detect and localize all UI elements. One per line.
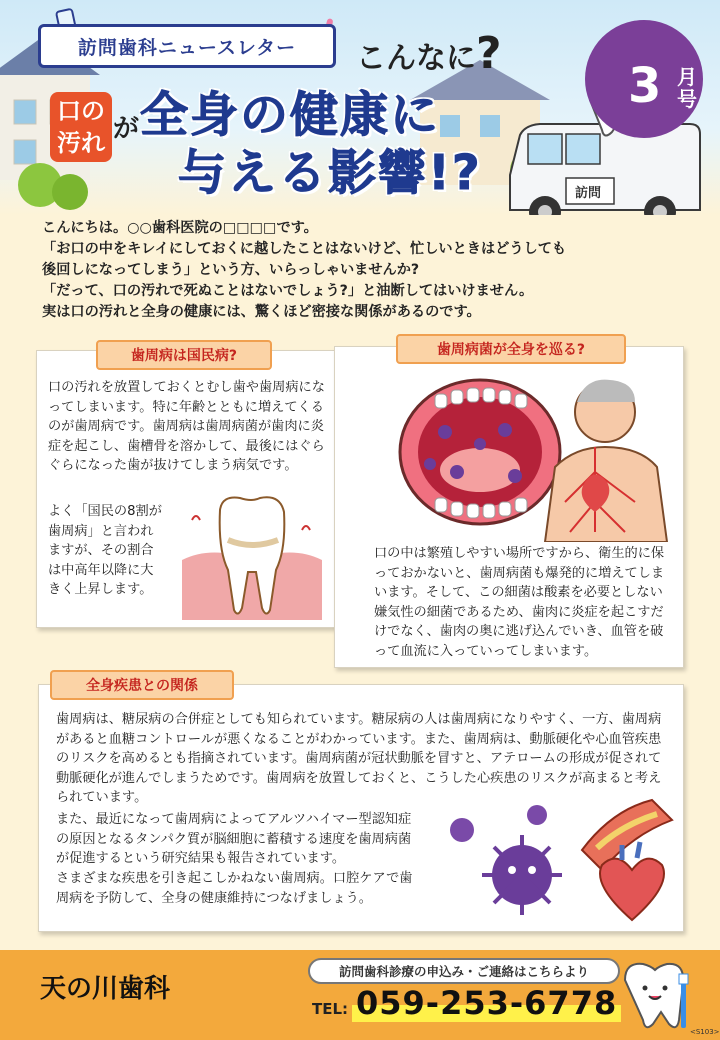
gum-tooth-illustration (172, 490, 330, 622)
issue-unit: 月号 (677, 65, 697, 111)
konna-text (356, 28, 502, 79)
page-title (140, 86, 482, 202)
intro-text (42, 218, 682, 323)
section-label-systemic-disease: 全身疾患との関係 (50, 670, 234, 700)
disease-illustration (432, 790, 682, 930)
section3-body2b: さまざまな疾患を引き起こしかねない歯周病。口腔ケアで歯周病を予防して、全身の健康維持につなげましょう。 (56, 871, 413, 906)
section3-body2a: また、最近になって歯周病によってアルツハイマー型認知症の原因となるタンパク質が脳細胞に蓄積する速度を歯周病菌が促進するという研究結果も報告されています。 (56, 812, 412, 866)
konna-question-mark: ? (476, 28, 502, 79)
section1-body2: よく「国民の8割が歯周病」と言われますが、その割合は中高年以降に大きく上昇します。 (48, 504, 162, 597)
intro-line: 後回しになってしまう」という方、いらっしゃいませんか? (42, 262, 420, 278)
newsletter-banner (38, 24, 336, 68)
intro-line: 実は口の汚れと全身の健康には、驚くほど密接な関係があるのです。 (42, 304, 481, 320)
title-particle: が (113, 114, 140, 144)
document-code: <S103> (690, 1028, 720, 1036)
intro-line: 「お口の中をキレイにしておくに越したことはないけど、忙しいときはどうしても (42, 241, 567, 257)
section-label-bacteria-circulation: 歯周病菌が全身を巡る? (396, 334, 626, 364)
section3-body: 歯周病は、糖尿病の合併症としても知られています。糖尿病の人は歯周病になりやすく、一方、歯周病があると血糖コントロールが悪くなることがわかっています。また、歯周病は、動脈硬化や心血管疾患のリスクを高めるとも指摘されています。歯周病菌が冠状動脈を冒すと、アテロームの形成が促されて動脈硬化が進んでしまうためです。歯周病を放置しておくと、こうした心疾患のリスクが高まると考えられています。 (56, 712, 662, 805)
section1-body: 口の汚れを放置しておくとむし歯や歯周病になってしまいます。特に年齢とともに増えてくるのが歯周病です。歯周病は歯周病菌が歯肉に炎症を起こし、歯槽骨を溶かして、最後にはぐらぐらになった歯が抜けてしまう病気です。 (48, 380, 325, 473)
mouth-body-illustration (395, 372, 675, 542)
title-kuchi-1: 口の (57, 97, 105, 125)
body-illustration (545, 380, 667, 542)
issue-month: 3 (628, 58, 662, 114)
tel-prefix: TEL: (312, 1000, 349, 1018)
clinic-name: 天の川歯科 (40, 974, 171, 1004)
van-sign: 訪問 (575, 186, 602, 201)
section2-body: 口の中は繁殖しやすい場所ですから、衛生的に保っておかないと、歯周病菌も爆発的に増えてしまいます。そして、この細菌は酸素を必要としない嫌気性の細菌であるため、歯肉に炎症を起こすだけでなく、歯肉の奥に逃げ込んでいき、血管を破って血流に入っていってしまいます。 (374, 546, 665, 659)
intro-line: こんにちは。○○歯科医院の□□□□です。 (42, 220, 318, 236)
konna-word: こんなに (356, 41, 476, 76)
tooth-mascot-icon (615, 960, 695, 1038)
title-kuchi-2: 汚れ (57, 129, 105, 157)
intro-line: 「だって、口の汚れで死ぬことはないでしょう?」と油断してはいけません。 (42, 283, 534, 299)
bacteria-icon (450, 805, 562, 915)
title-badge (50, 92, 112, 162)
artery-icon (582, 800, 672, 870)
title-line-2: 与える影響!? (178, 145, 482, 201)
title-line-1: 全身の健康に (140, 87, 441, 143)
phone-number[interactable]: 059-253-6778 (352, 984, 621, 1022)
banner-text: 訪問歯科ニュースレター (77, 36, 297, 59)
mouth-illustration (400, 380, 560, 524)
contact-label: 訪問歯科診療の申込み・ご連絡はこちらより (308, 958, 620, 984)
section-label-national-disease: 歯周病は国民病? (96, 340, 272, 370)
